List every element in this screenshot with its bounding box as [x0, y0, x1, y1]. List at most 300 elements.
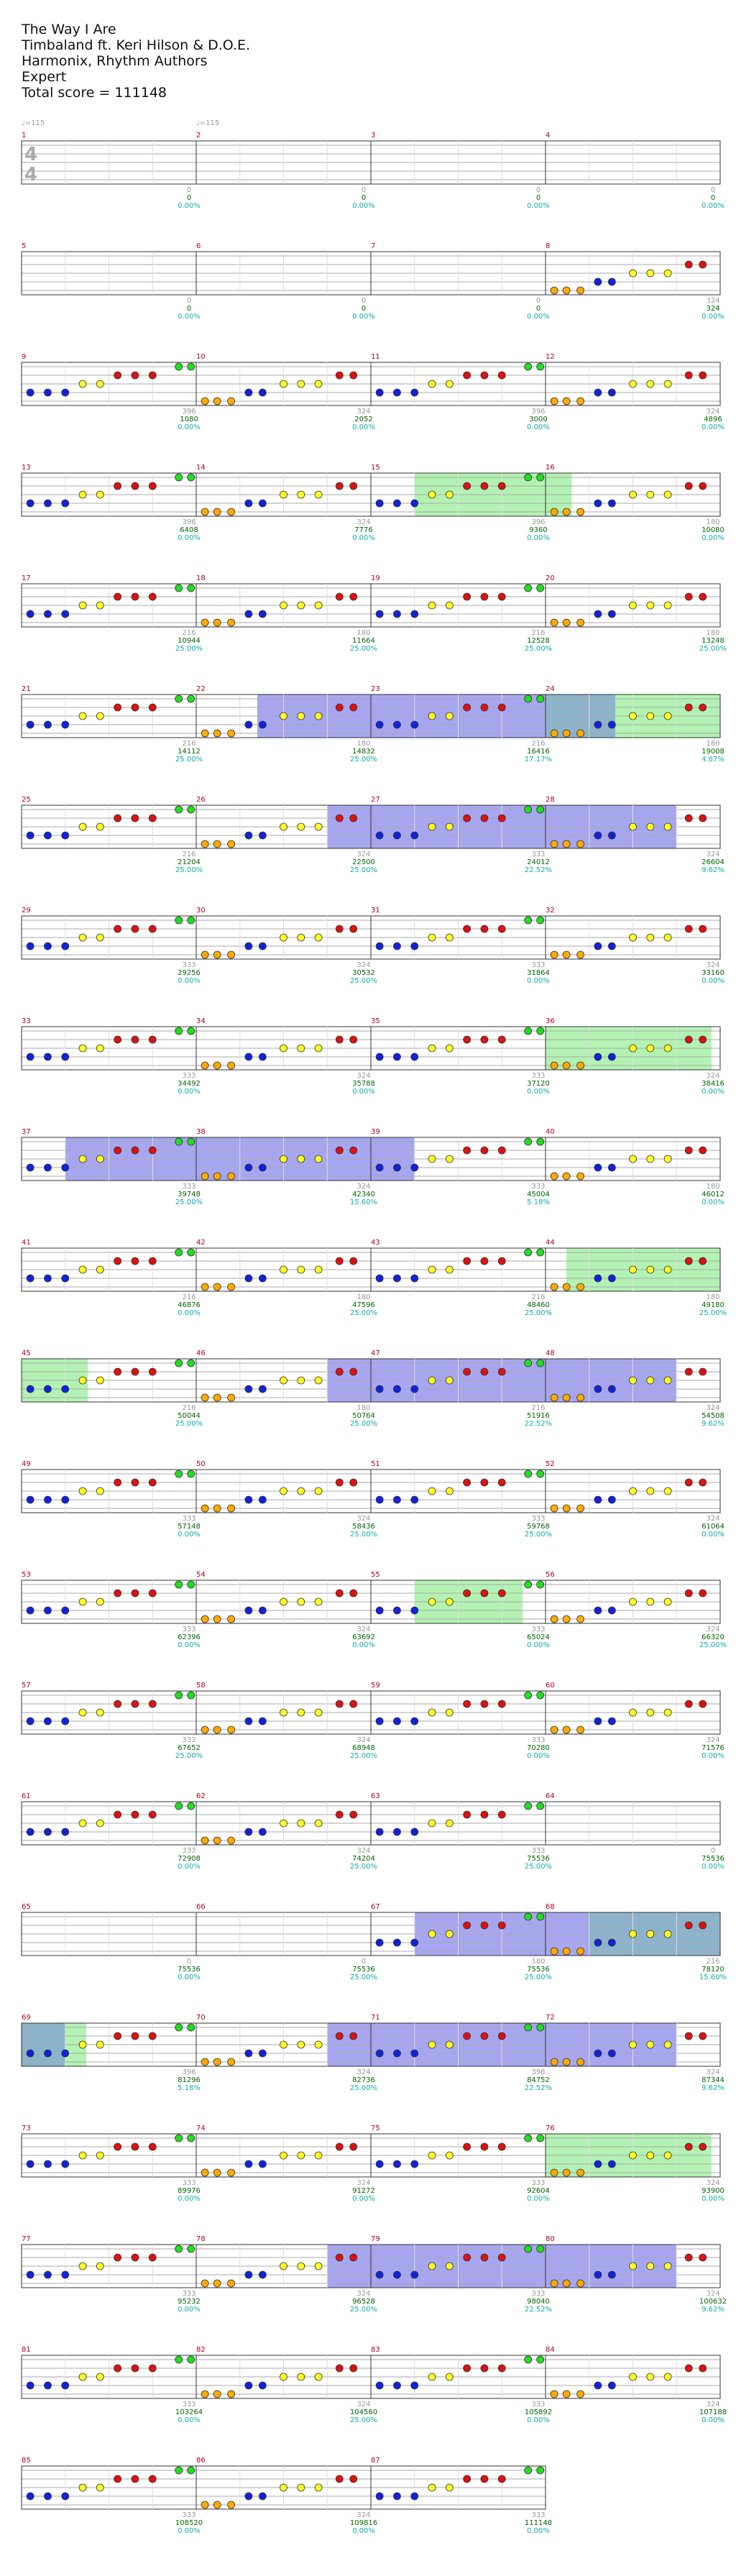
note-gem: [608, 943, 615, 950]
note-gem: [647, 1155, 654, 1163]
note-gem: [336, 2475, 343, 2483]
note-gem: [213, 2280, 221, 2287]
note-gem: [563, 1726, 570, 1733]
note-gem: [298, 2373, 305, 2380]
note-gem: [44, 610, 51, 618]
note-gem: [336, 2143, 343, 2150]
note-gem: [44, 1496, 51, 1503]
note-gem: [481, 1700, 488, 1708]
note-gem: [298, 712, 305, 720]
note-gem: [481, 1922, 488, 1929]
note-gem: [96, 1709, 104, 1716]
note-gem: [594, 2160, 602, 2168]
note-gem: [630, 1598, 637, 1605]
note-gem: [446, 2041, 453, 2048]
cumulative-score: 98040: [527, 2298, 550, 2306]
note-gem: [213, 951, 221, 958]
note-gem: [464, 1811, 471, 1818]
cumulative-score: 37120: [527, 1080, 550, 1088]
measure-score: 333: [531, 851, 546, 858]
note-gem: [608, 389, 615, 396]
measure-number: 33: [22, 1017, 31, 1025]
measure-score: 333: [182, 1626, 196, 1633]
note-gem: [228, 1615, 235, 1623]
note-gem: [62, 1828, 69, 1835]
cumulative-score: 26604: [702, 858, 724, 866]
note-gem: [315, 1820, 322, 1827]
overdrive-percent: 0.00%: [527, 202, 550, 210]
note-gem: [563, 2391, 570, 2398]
note-gem: [96, 1598, 104, 1605]
note-gem: [563, 730, 570, 737]
note-gem: [213, 1837, 221, 1844]
note-gem: [608, 1939, 615, 1946]
note-gem: [350, 815, 357, 822]
note-gem: [537, 1581, 544, 1588]
note-gem: [563, 1062, 570, 1069]
note-gem: [464, 2254, 471, 2261]
note-gem: [685, 1590, 692, 1597]
note-gem: [188, 2024, 195, 2031]
note-gem: [608, 2160, 615, 2168]
note-gem: [376, 2050, 383, 2057]
note-gem: [464, 2032, 471, 2040]
note-gem: [188, 2467, 195, 2474]
overdrive-percent: 0.00%: [352, 2527, 375, 2535]
note-gem: [551, 1283, 558, 1291]
measure-score: 180: [356, 1404, 371, 1412]
note-gem: [201, 398, 208, 405]
note-gem: [608, 2050, 615, 2057]
note-gem: [62, 610, 69, 618]
note-gem: [62, 832, 69, 839]
cumulative-score: 51916: [527, 1412, 550, 1420]
note-gem: [188, 1581, 195, 1588]
note-gem: [175, 917, 183, 924]
overdrive-percent: 0.00%: [527, 977, 550, 985]
note-gem: [481, 1036, 488, 1043]
note-gem: [699, 815, 707, 822]
note-gem: [259, 943, 266, 950]
note-gem: [175, 2467, 183, 2474]
measure-number: 54: [196, 1571, 206, 1579]
measure-number: 66: [196, 1903, 206, 1911]
note-gem: [551, 730, 558, 737]
note-gem: [245, 1718, 252, 1725]
note-gem: [498, 2254, 505, 2261]
cumulative-score: 71576: [702, 1744, 724, 1752]
note-gem: [188, 1802, 195, 1810]
measure-number: 74: [196, 2124, 206, 2132]
note-gem: [44, 2160, 51, 2168]
note-gem: [44, 2493, 51, 2500]
note-gem: [298, 1155, 305, 1163]
note-gem: [428, 1930, 436, 1938]
note-gem: [79, 2263, 86, 2270]
note-gem: [315, 2263, 322, 2270]
note-gem: [213, 398, 221, 405]
note-gem: [699, 593, 707, 600]
note-gem: [245, 1275, 252, 1282]
note-gem: [280, 2484, 288, 2491]
note-gem: [298, 1488, 305, 1495]
cumulative-score: 84752: [527, 2076, 550, 2084]
note-gem: [594, 721, 602, 728]
note-gem: [228, 398, 235, 405]
cumulative-score: 1080: [180, 416, 198, 423]
note-gem: [664, 1488, 671, 1495]
cumulative-score: 9360: [529, 526, 548, 534]
measure-score: 324: [706, 297, 720, 305]
measure-score: 0: [535, 186, 541, 194]
note-gem: [498, 1036, 505, 1043]
note-gem: [62, 1385, 69, 1393]
note-gem: [577, 730, 584, 737]
overdrive-percent: 0.00%: [178, 1863, 201, 1871]
note-gem: [114, 1700, 121, 1708]
note-gem: [551, 1173, 558, 1180]
measure-number: 6: [196, 242, 201, 250]
note-gem: [664, 1266, 671, 1273]
note-gem: [577, 840, 584, 848]
note-gem: [685, 482, 692, 490]
measure-number: 39: [371, 1128, 380, 1136]
note-gem: [685, 815, 692, 822]
measure-score: 180: [706, 740, 720, 748]
note-gem: [336, 1147, 343, 1154]
note-gem: [245, 610, 252, 618]
note-gem: [446, 1709, 453, 1716]
note-gem: [525, 585, 532, 592]
note-gem: [213, 1283, 221, 1291]
cumulative-score: 3000: [529, 416, 548, 423]
note-gem: [62, 389, 69, 396]
cumulative-score: 103264: [175, 2408, 203, 2416]
note-gem: [594, 1496, 602, 1503]
cumulative-score: 111148: [524, 2519, 553, 2527]
note-gem: [428, 1598, 436, 1605]
note-gem: [27, 2050, 34, 2057]
overdrive-percent: 25.00%: [349, 1531, 378, 1539]
note-gem: [188, 1360, 195, 1367]
measure-number: 75: [371, 2124, 380, 2132]
note-gem: [411, 721, 418, 728]
note-gem: [336, 2365, 343, 2372]
note-gem: [393, 610, 400, 618]
note-gem: [608, 500, 615, 507]
note-gem: [336, 1368, 343, 1375]
note-gem: [664, 270, 671, 277]
measure-score: 324: [706, 2068, 720, 2076]
note-gem: [149, 593, 156, 600]
note-gem: [27, 500, 34, 507]
note-gem: [464, 1922, 471, 1929]
overdrive-percent: 22.52%: [524, 2306, 553, 2314]
measure-number: 11: [371, 353, 380, 361]
measure-score: 0: [710, 1847, 716, 1855]
note-gem: [132, 1479, 139, 1486]
overdrive-percent: 25.00%: [349, 1309, 378, 1317]
cumulative-score: 75536: [352, 1966, 375, 1974]
note-gem: [446, 1820, 453, 1827]
cumulative-score: 0: [186, 305, 192, 313]
note-gem: [563, 951, 570, 958]
note-gem: [201, 730, 208, 737]
note-gem: [608, 1164, 615, 1171]
note-gem: [647, 1709, 654, 1716]
note-gem: [201, 840, 208, 848]
overdrive-percent: 0.00%: [178, 202, 201, 210]
note-gem: [228, 2058, 235, 2066]
note-gem: [259, 721, 266, 728]
cumulative-score: 95232: [178, 2298, 201, 2306]
note-gem: [27, 2271, 34, 2278]
overdrive-percent: 0.00%: [178, 977, 201, 985]
cumulative-score: 0: [361, 194, 367, 202]
note-gem: [498, 2032, 505, 2040]
measure-number: 22: [196, 685, 206, 693]
measure-number: 31: [371, 907, 380, 915]
note-gem: [188, 1249, 195, 1256]
note-gem: [685, 2143, 692, 2150]
cumulative-score: 63692: [352, 1633, 375, 1641]
note-gem: [464, 815, 471, 822]
note-gem: [594, 2382, 602, 2389]
note-gem: [132, 704, 139, 711]
overdrive-percent: 0.00%: [527, 313, 550, 321]
overdrive-percent: 5.18%: [527, 1198, 550, 1206]
note-gem: [563, 1173, 570, 1180]
note-gem: [699, 2032, 707, 2040]
overdrive-percent: 22.52%: [524, 1420, 553, 1428]
note-gem: [79, 1266, 86, 1273]
note-gem: [245, 721, 252, 728]
measure-number: 62: [196, 1792, 206, 1800]
note-gem: [280, 1488, 288, 1495]
note-gem: [132, 815, 139, 822]
measure-score: 333: [531, 2290, 546, 2298]
note-gem: [563, 840, 570, 848]
overdrive-percent: 0.00%: [527, 1088, 550, 1096]
note-gem: [27, 1053, 34, 1060]
cumulative-score: 0: [710, 194, 716, 202]
note-gem: [228, 840, 235, 848]
note-gem: [132, 1147, 139, 1154]
overdrive-percent: 0.00%: [702, 1752, 724, 1760]
note-gem: [298, 1045, 305, 1052]
note-gem: [551, 508, 558, 515]
note-gem: [213, 2169, 221, 2176]
note-gem: [96, 380, 104, 388]
note-gem: [608, 1385, 615, 1393]
note-gem: [498, 2365, 505, 2372]
note-gem: [685, 593, 692, 600]
note-gem: [149, 2254, 156, 2261]
note-gem: [114, 704, 121, 711]
measure-number: 43: [371, 1239, 380, 1247]
note-gem: [664, 712, 671, 720]
measure-number: 8: [546, 242, 551, 250]
measure-number: 47: [371, 1349, 380, 1357]
note-gem: [149, 482, 156, 490]
measure-number: 80: [546, 2235, 555, 2243]
overdrive-percent: 0.00%: [178, 2306, 201, 2314]
note-gem: [149, 1368, 156, 1375]
measure-number: 13: [22, 464, 31, 472]
note-gem: [350, 704, 357, 711]
note-gem: [446, 602, 453, 609]
note-gem: [44, 2271, 51, 2278]
measure-score: 324: [706, 2179, 720, 2187]
note-gem: [594, 832, 602, 839]
note-gem: [315, 823, 322, 830]
difficulty-label: Expert: [22, 69, 67, 85]
note-gem: [245, 2493, 252, 2500]
measure-score: 396: [531, 518, 546, 526]
note-gem: [298, 1709, 305, 1716]
cumulative-score: 70280: [527, 1744, 550, 1752]
note-gem: [608, 721, 615, 728]
measure-score: 333: [182, 1847, 196, 1855]
note-gem: [393, 2160, 400, 2168]
note-gem: [411, 2050, 418, 2057]
note-gem: [245, 1053, 252, 1060]
note-gem: [647, 1266, 654, 1273]
note-gem: [481, 1811, 488, 1818]
note-gem: [376, 500, 383, 507]
note-gem: [594, 500, 602, 507]
cumulative-score: 54508: [702, 1412, 724, 1420]
note-gem: [446, 491, 453, 498]
note-gem: [647, 823, 654, 830]
note-gem: [188, 2356, 195, 2363]
note-gem: [393, 1496, 400, 1503]
measure-score: 180: [706, 629, 720, 637]
note-gem: [498, 1257, 505, 1265]
note-gem: [62, 2050, 69, 2057]
note-gem: [79, 1155, 86, 1163]
note-gem: [114, 925, 121, 932]
cumulative-score: 107188: [699, 2408, 727, 2416]
overdrive-percent: 0.00%: [527, 2527, 550, 2535]
note-gem: [376, 721, 383, 728]
note-gem: [464, 593, 471, 600]
overdrive-percent: 4.67%: [702, 756, 724, 764]
note-gem: [393, 389, 400, 396]
note-gem: [664, 2373, 671, 2380]
note-gem: [411, 1164, 418, 1171]
note-gem: [44, 832, 51, 839]
cumulative-score: 92604: [527, 2187, 550, 2195]
note-gem: [175, 2356, 183, 2363]
note-gem: [280, 1155, 288, 1163]
cumulative-score: 0: [535, 305, 541, 313]
note-gem: [464, 1368, 471, 1375]
cumulative-score: 10944: [178, 637, 201, 645]
note-gem: [664, 1709, 671, 1716]
note-gem: [245, 2160, 252, 2168]
note-gem: [647, 1488, 654, 1495]
note-gem: [259, 610, 266, 618]
note-gem: [280, 1820, 288, 1827]
measure-number: 7: [371, 242, 376, 250]
note-gem: [464, 372, 471, 379]
measure-score: 216: [182, 740, 196, 748]
overdrive-percent: 25.00%: [699, 645, 727, 653]
note-gem: [350, 2254, 357, 2261]
note-gem: [201, 508, 208, 515]
note-gem: [188, 1027, 195, 1035]
note-gem: [245, 2271, 252, 2278]
cumulative-score: 22500: [352, 858, 375, 866]
note-gem: [259, 389, 266, 396]
measure-number: 85: [22, 2457, 31, 2465]
measure-score: 216: [531, 1404, 546, 1412]
note-gem: [685, 372, 692, 379]
measure-number: 58: [196, 1682, 206, 1690]
measure-score: 324: [706, 961, 720, 969]
note-gem: [699, 925, 707, 932]
note-gem: [79, 2373, 86, 2380]
note-gem: [228, 1283, 235, 1291]
measure-number: 5: [22, 242, 27, 250]
note-gem: [393, 1607, 400, 1614]
note-gem: [525, 2135, 532, 2142]
measure-score: 324: [356, 518, 371, 526]
note-gem: [315, 380, 322, 388]
measure-number: 67: [371, 1903, 380, 1911]
overdrive-percent: 22.52%: [524, 866, 553, 874]
note-gem: [62, 500, 69, 507]
note-gem: [259, 1385, 266, 1393]
note-gem: [280, 2152, 288, 2159]
note-gem: [699, 1147, 707, 1154]
note-gem: [336, 2254, 343, 2261]
note-gem: [481, 2475, 488, 2483]
overdrive-percent: 0.00%: [702, 1198, 724, 1206]
note-gem: [298, 823, 305, 830]
note-gem: [608, 610, 615, 618]
note-gem: [498, 372, 505, 379]
note-gem: [315, 1266, 322, 1273]
note-gem: [149, 2032, 156, 2040]
measure-score: 324: [706, 2290, 720, 2298]
note-gem: [428, 823, 436, 830]
note-gem: [245, 1496, 252, 1503]
note-gem: [350, 2143, 357, 2150]
cumulative-score: 57148: [178, 1523, 201, 1531]
note-gem: [336, 925, 343, 932]
cumulative-score: 91272: [352, 2187, 375, 2195]
note-gem: [393, 943, 400, 950]
note-gem: [188, 2245, 195, 2252]
overdrive-percent: 25.00%: [349, 2306, 378, 2314]
note-gem: [201, 1505, 208, 1512]
note-gem: [44, 943, 51, 950]
note-gem: [699, 2254, 707, 2261]
note-gem: [481, 2365, 488, 2372]
note-gem: [537, 1138, 544, 1145]
note-gem: [188, 1692, 195, 1699]
measure-number: 70: [196, 2014, 206, 2022]
note-gem: [259, 1607, 266, 1614]
note-gem: [149, 1811, 156, 1818]
note-gem: [132, 1590, 139, 1597]
measure-number: 45: [22, 1349, 31, 1357]
note-gem: [336, 1700, 343, 1708]
measure-score: 180: [706, 518, 720, 526]
note-gem: [664, 2041, 671, 2048]
